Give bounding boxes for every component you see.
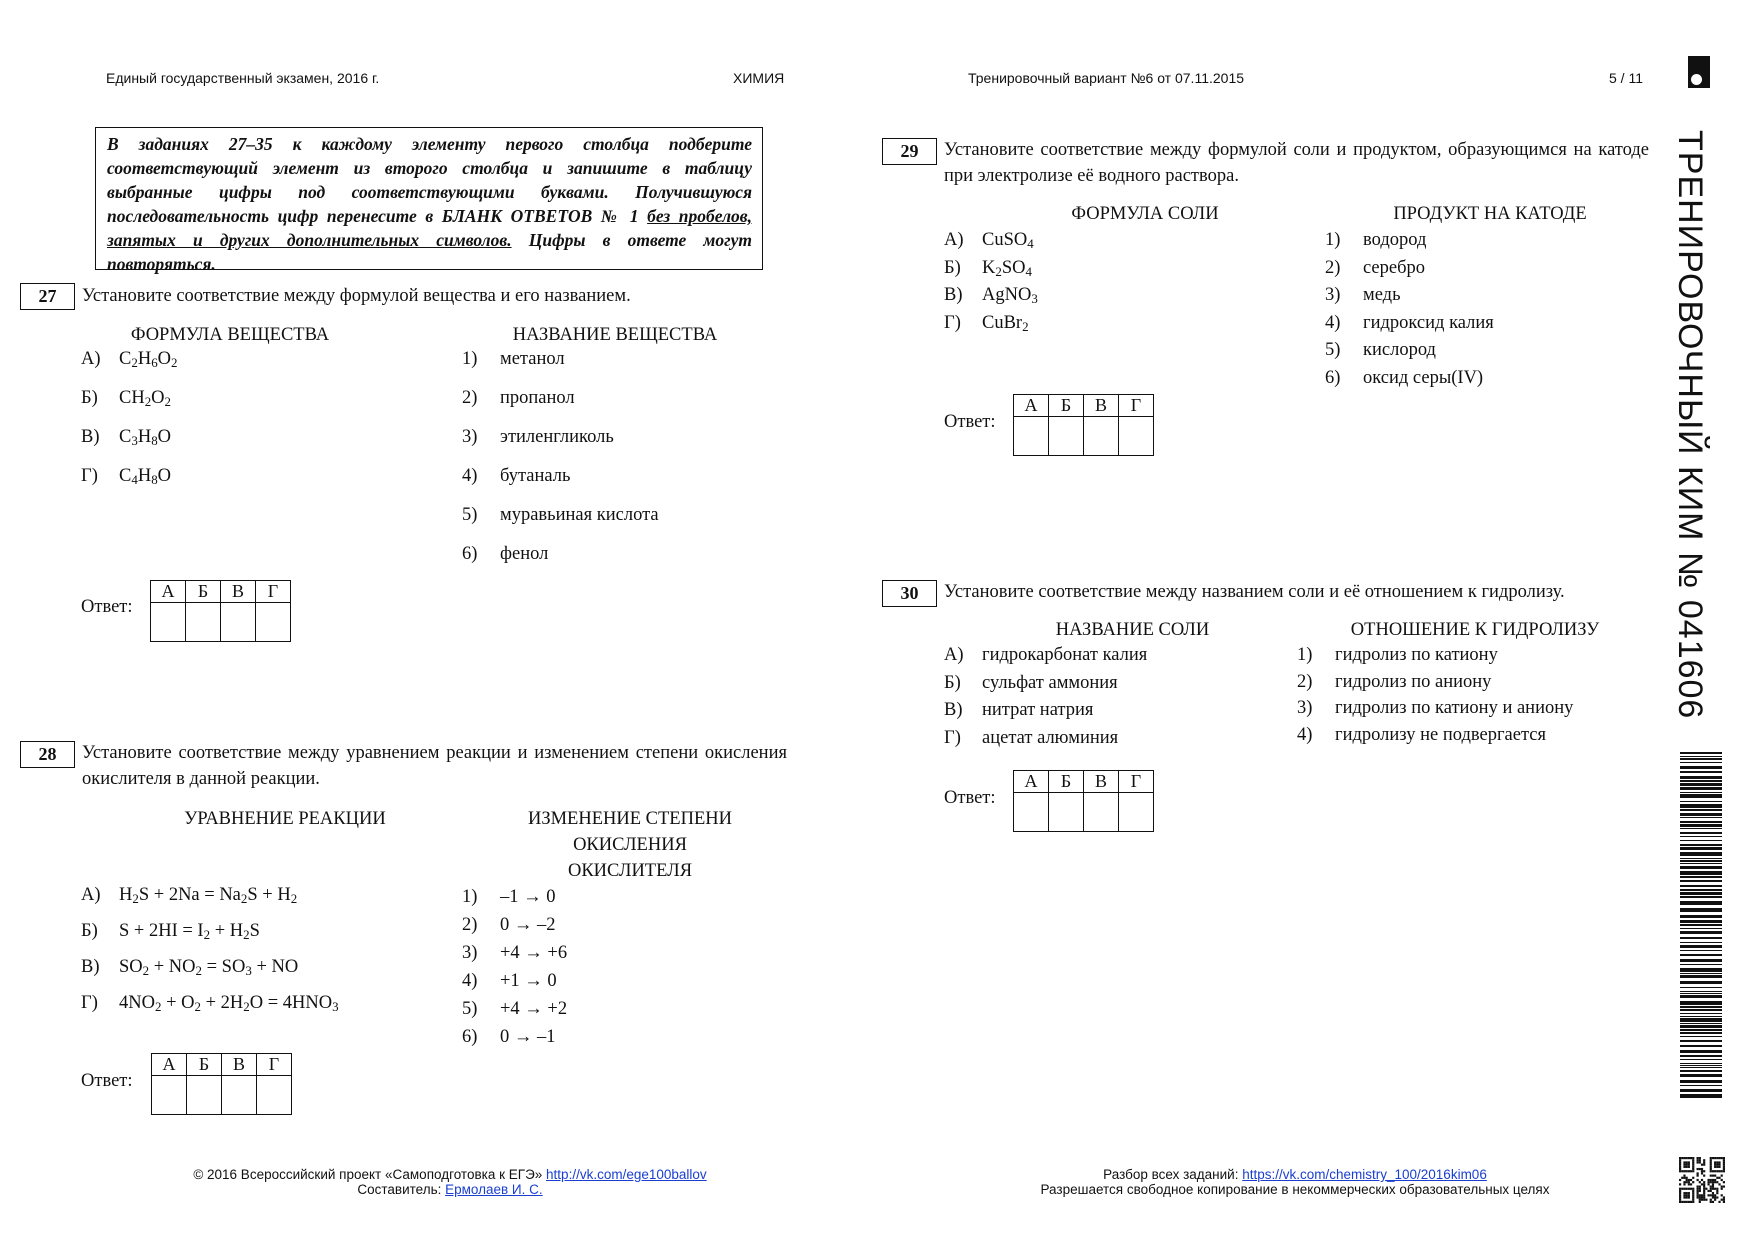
item-key: 3) xyxy=(1297,698,1313,718)
q29-right-item xyxy=(1325,285,1401,306)
side-title xyxy=(1670,130,1710,730)
formula-part: CH xyxy=(119,388,145,408)
item-text xyxy=(119,885,297,905)
formula-part: C xyxy=(119,427,132,447)
q27-left-item xyxy=(81,427,171,448)
q27-right-item xyxy=(462,349,565,370)
formula-part: + 2H xyxy=(200,993,244,1013)
item-key: В) xyxy=(944,700,963,720)
review-link[interactable]: https://vk.com/chemistry_100/2016kim06 xyxy=(1242,1167,1487,1182)
formula-subscript: 2 xyxy=(240,891,248,906)
item-text xyxy=(119,349,178,369)
q27-col-v: В xyxy=(221,581,256,603)
q28-text: Установите соответствие между уравнением реакции и изменением степени окисления окислителя в данной реакции. xyxy=(82,743,787,789)
item-text: бутаналь xyxy=(500,466,571,486)
formula-subscript: 2 xyxy=(995,263,1002,279)
item-text: медь xyxy=(1363,285,1401,305)
formula-subscript: 2 xyxy=(171,355,178,370)
item-key: 4) xyxy=(462,466,478,486)
item-text: гидролиз по аниону xyxy=(1335,671,1492,692)
item-key: А) xyxy=(944,645,964,665)
formula-part: + NO xyxy=(251,957,299,977)
q27-col-b: Б xyxy=(186,581,221,603)
q30-col-v: В xyxy=(1084,771,1119,793)
q28-answer-cell[interactable] xyxy=(222,1076,257,1115)
q30-left-item xyxy=(944,673,1118,694)
item-key: Г) xyxy=(944,312,961,333)
q30-col-g: Г xyxy=(1119,771,1154,793)
item-key: 2) xyxy=(462,388,478,408)
q29-answer-cell[interactable] xyxy=(1119,417,1154,456)
q29-col-a: А xyxy=(1014,395,1049,417)
q30-answer-cell[interactable] xyxy=(1014,793,1049,832)
formula-subscript: 2 xyxy=(195,963,202,978)
formula-subscript: 2 xyxy=(144,394,152,409)
q28-right-item xyxy=(462,887,556,908)
q28-answer-label: Ответ: xyxy=(81,1071,133,1091)
item-text xyxy=(119,957,298,977)
formula-part: K xyxy=(982,257,996,278)
formula-part: AgNO xyxy=(982,285,1032,305)
item-key: В) xyxy=(81,957,100,977)
q29-answer-table xyxy=(1013,394,1154,456)
formula-part: 4NO xyxy=(119,993,155,1013)
footer-right xyxy=(1010,1167,1580,1197)
formula-subscript: 2 xyxy=(290,891,298,906)
formula-part: S + H xyxy=(247,885,291,905)
q27-text: Установите соответствие между формулой вещества и его названием. xyxy=(82,286,631,306)
item-text: пропанол xyxy=(500,388,575,408)
q27-answer-cell[interactable] xyxy=(256,603,291,642)
q29-answer-cell[interactable] xyxy=(1049,417,1084,456)
q30-col-a: А xyxy=(1014,771,1049,793)
q29-left-item xyxy=(944,258,1032,279)
formula-part: + O xyxy=(161,993,195,1013)
q28-answer-table xyxy=(151,1053,292,1115)
item-text: водород xyxy=(1363,230,1427,250)
q30-right-head: ОТНОШЕНИЕ К ГИДРОЛИЗУ xyxy=(1350,620,1600,640)
q30-right-item xyxy=(1297,698,1573,719)
formula-subscript: 3 xyxy=(131,433,138,448)
item-text: +1 → 0 xyxy=(500,971,557,991)
q27-answer-label: Ответ: xyxy=(81,597,133,617)
formula-subscript: 2 xyxy=(243,927,250,942)
q29-right-item xyxy=(1325,313,1494,334)
variant-label: Тренировочный вариант №6 от 07.11.2015 xyxy=(968,70,1245,86)
item-text: +4 → +6 xyxy=(500,943,568,963)
item-text xyxy=(119,388,171,408)
item-key: Б) xyxy=(81,388,98,408)
item-key: 4) xyxy=(1297,724,1313,745)
q30-answer-cell[interactable] xyxy=(1049,793,1084,832)
q29-right-head: ПРОДУКТ НА КАТОДЕ xyxy=(1393,204,1587,224)
formula-subscript: 2 xyxy=(154,999,162,1014)
formula-subscript: 2 xyxy=(132,891,139,906)
exam-title: Единый государственный экзамен, 2016 г. xyxy=(106,70,380,86)
item-text: 0 → –2 xyxy=(500,915,556,935)
q30-left-item xyxy=(944,645,1147,666)
item-text: метанол xyxy=(500,349,565,369)
review-label: Разбор всех заданий: xyxy=(1103,1167,1243,1182)
formula-subscript: 8 xyxy=(151,433,158,448)
q28-right-item xyxy=(462,1027,556,1048)
q30-right-item xyxy=(1297,672,1491,693)
formula-subscript: 3 xyxy=(245,963,252,978)
q29-answer-cell[interactable] xyxy=(1084,417,1119,456)
footer-left xyxy=(150,1167,750,1197)
q27-left-item xyxy=(81,349,178,370)
item-key: 3) xyxy=(462,427,478,447)
q27-right-item xyxy=(462,544,548,565)
q29-number: 29 xyxy=(882,138,937,165)
q27-right-item xyxy=(462,427,614,448)
subject-label: ХИМИЯ xyxy=(733,70,785,86)
q29-col-g: Г xyxy=(1119,395,1154,417)
q30-left-head: НАЗВАНИЕ СОЛИ xyxy=(1055,620,1210,640)
q30-left-item xyxy=(944,728,1118,749)
item-key: 3) xyxy=(462,943,478,963)
item-text: гидролиз по катиону xyxy=(1335,645,1498,665)
q28-left-item xyxy=(81,993,339,1014)
item-text: 0 → –1 xyxy=(500,1027,556,1047)
formula-subscript: 2 xyxy=(243,999,250,1014)
page-number: 5 / 11 xyxy=(1609,70,1643,86)
formula-part: H xyxy=(137,466,152,486)
item-key: Б) xyxy=(944,257,961,278)
item-key: 1) xyxy=(1297,645,1313,665)
q28-left-head: УРАВНЕНИЕ РЕАКЦИИ xyxy=(184,809,386,829)
q28-col-a: А xyxy=(152,1054,187,1076)
q28-right-head-line: ОКИСЛЕНИЯ xyxy=(573,835,687,855)
project-link[interactable]: http://vk.com/ege100ballov xyxy=(546,1167,707,1182)
q27-col-a: А xyxy=(151,581,186,603)
q28-right-item xyxy=(462,971,557,992)
item-text: –1 → 0 xyxy=(500,887,556,907)
item-key: А) xyxy=(944,230,964,250)
item-key: 4) xyxy=(1325,312,1341,333)
formula-part: S xyxy=(249,921,260,941)
item-key: Г) xyxy=(81,993,98,1013)
q29-left-item xyxy=(944,285,1038,306)
q30-answer-table xyxy=(1013,770,1154,832)
formula-subscript: 3 xyxy=(332,999,339,1014)
q29-right-item xyxy=(1325,230,1426,251)
item-key: В) xyxy=(81,427,100,447)
formula-part: C xyxy=(119,466,132,486)
item-key: 2) xyxy=(462,915,478,935)
item-text xyxy=(982,258,1032,278)
q28-right-head-line: ИЗМЕНЕНИЕ СТЕПЕНИ xyxy=(527,809,732,829)
formula-part: H xyxy=(137,349,152,369)
formula-part: CuSO xyxy=(982,230,1028,250)
item-text xyxy=(982,313,1029,333)
item-key: 2) xyxy=(1297,671,1313,692)
item-key: 3) xyxy=(1325,285,1341,305)
item-key: 5) xyxy=(462,505,478,525)
formula-subscript: 4 xyxy=(1027,236,1034,251)
q30-col-b: Б xyxy=(1049,771,1084,793)
item-key: 4) xyxy=(462,971,478,991)
q28-right-item xyxy=(462,943,567,964)
q30-text: Установите соответствие между названием соли и её отношением к гидролизу. xyxy=(944,582,1565,602)
item-text xyxy=(119,466,171,486)
q30-answer-label: Ответ: xyxy=(944,788,996,808)
q30-left-item xyxy=(944,700,1093,721)
q29-right-item xyxy=(1325,258,1425,279)
formula-subscript: 4 xyxy=(1025,263,1032,279)
item-key: 6) xyxy=(462,544,478,564)
q27-left-head: ФОРМУЛА ВЕЩЕСТВА xyxy=(130,325,330,345)
q28-right-head xyxy=(490,806,770,884)
item-key: 6) xyxy=(1325,367,1341,388)
instruction-tail: Цифры в ответе могут повторяться. xyxy=(107,230,752,274)
item-text: +4 → +2 xyxy=(500,999,568,1019)
item-text: сульфат аммония xyxy=(982,672,1118,693)
q27-left-item xyxy=(81,466,171,487)
formula-part: SO xyxy=(119,957,143,977)
item-key: 2) xyxy=(1325,257,1341,278)
q28-number: 28 xyxy=(20,741,75,768)
q30-number: 30 xyxy=(882,580,937,607)
q27-right-item xyxy=(462,505,659,526)
item-text: ацетат алюминия xyxy=(982,727,1119,748)
instruction-box xyxy=(95,127,763,274)
item-key: Г) xyxy=(944,727,961,748)
q29-left-head: ФОРМУЛА СОЛИ xyxy=(1071,204,1219,224)
q28-answer-cell[interactable] xyxy=(257,1076,292,1115)
q28-right-head-line: ОКИСЛИТЕЛЯ xyxy=(567,861,693,881)
item-key: А) xyxy=(81,885,101,905)
item-key: Б) xyxy=(944,672,961,693)
formula-subscript: 2 xyxy=(164,394,172,409)
formula-subscript: 2 xyxy=(131,355,138,370)
corner-mark-icon xyxy=(1688,56,1710,88)
q27-answer-table xyxy=(150,580,291,642)
q29-col-v: В xyxy=(1084,395,1119,417)
q29-text: Установите соответствие между формулой соли и продуктом, образующимся на катоде при электролизе её водного раствора. xyxy=(944,140,1649,186)
formula-subscript: 2 xyxy=(194,999,201,1014)
item-text xyxy=(982,285,1038,305)
side-title-text: ТРЕНИРОВОЧНЫЙ КИМ № 041606 xyxy=(1671,130,1709,720)
item-key: 1) xyxy=(462,349,478,369)
formula-part: + NO xyxy=(149,957,196,977)
item-text: фенол xyxy=(500,544,549,564)
item-text: серебро xyxy=(1363,257,1426,278)
formula-part: S + 2Na = Na xyxy=(138,885,241,905)
q27-right-head: НАЗВАНИЕ ВЕЩЕСТВА xyxy=(512,325,718,345)
q28-col-b: Б xyxy=(187,1054,222,1076)
formula-subscript: 2 xyxy=(142,963,150,978)
item-text xyxy=(119,993,339,1013)
formula-subscript: 8 xyxy=(151,472,158,487)
item-key: 5) xyxy=(1325,340,1341,360)
item-text: муравьиная кислота xyxy=(500,505,659,525)
author-label: Составитель: xyxy=(357,1182,446,1197)
item-text xyxy=(119,427,171,447)
formula-subscript: 2 xyxy=(1022,318,1029,334)
copyright-text: © 2016 Всероссийский проект «Самоподготовка к ЕГЭ» xyxy=(193,1167,547,1182)
item-key: А) xyxy=(81,349,101,369)
formula-part: = SO xyxy=(202,957,246,977)
formula-part: O xyxy=(157,349,172,369)
q28-left-item xyxy=(81,921,260,942)
q27-answer-cell[interactable] xyxy=(221,603,256,642)
q30-right-item xyxy=(1297,725,1546,746)
item-key: 1) xyxy=(1325,230,1341,250)
q29-answer-label: Ответ: xyxy=(944,412,996,432)
q27-number: 27 xyxy=(20,283,75,310)
barcode-icon xyxy=(1680,752,1722,1102)
qr-code-icon xyxy=(1679,1157,1725,1203)
formula-part: CuBr xyxy=(982,312,1023,333)
item-text: оксид серы(IV) xyxy=(1363,367,1484,388)
q28-left-item xyxy=(81,957,298,978)
formula-subscript: 4 xyxy=(131,472,138,487)
q28-col-v: В xyxy=(222,1054,257,1076)
formula-part: H xyxy=(119,885,133,905)
q30-answer-cell[interactable] xyxy=(1119,793,1154,832)
q29-col-b: Б xyxy=(1049,395,1084,417)
item-key: Б) xyxy=(81,921,98,941)
formula-part: + H xyxy=(210,921,244,941)
formula-part: C xyxy=(119,349,132,369)
instruction-underlined: без пробелов, запятых и других дополнительных символов. xyxy=(107,206,752,250)
item-text xyxy=(119,921,260,941)
item-text: нитрат натрия xyxy=(982,700,1094,720)
q28-left-item xyxy=(81,885,297,906)
item-text: гидролизу не подвергается xyxy=(1335,724,1546,745)
q29-left-item xyxy=(944,313,1029,334)
item-key: Г) xyxy=(81,466,98,486)
item-text: гидролиз по катиону и аниону xyxy=(1335,698,1574,718)
q29-answer-cell[interactable] xyxy=(1014,417,1049,456)
q27-right-item xyxy=(462,388,575,409)
q27-answer-cell[interactable] xyxy=(151,603,186,642)
q28-col-g: Г xyxy=(257,1054,292,1076)
q27-col-g: Г xyxy=(256,581,291,603)
item-key: 5) xyxy=(462,999,478,1019)
q30-answer-cell[interactable] xyxy=(1084,793,1119,832)
q27-left-item xyxy=(81,388,171,409)
item-text: гидрокарбонат калия xyxy=(982,645,1148,665)
q28-right-item xyxy=(462,999,567,1020)
formula-subscript: 3 xyxy=(1031,291,1038,306)
q28-right-item xyxy=(462,915,556,936)
formula-part: H xyxy=(137,427,152,447)
item-text xyxy=(982,230,1034,250)
item-text: гидроксид калия xyxy=(1363,312,1494,333)
formula-part: SO xyxy=(1001,257,1026,278)
formula-part: O xyxy=(157,427,172,447)
formula-part: O xyxy=(151,388,165,408)
q30-right-item xyxy=(1297,645,1498,666)
formula-part: O = 4HNO xyxy=(249,993,333,1013)
q27-answer-cell[interactable] xyxy=(186,603,221,642)
item-text: кислород xyxy=(1363,340,1436,360)
license-text: Разрешается свободное копирование в некоммерческих образовательных целях xyxy=(1040,1182,1550,1197)
q27-right-item xyxy=(462,466,570,487)
author-link[interactable]: Ермолаев И. С. xyxy=(445,1182,543,1197)
q29-right-item xyxy=(1325,368,1483,389)
item-key: 1) xyxy=(462,887,478,907)
q29-left-item xyxy=(944,230,1034,251)
q28-answer-cell[interactable] xyxy=(152,1076,187,1115)
formula-part: S + 2HI = I xyxy=(119,921,204,941)
item-text: этиленгликоль xyxy=(500,427,614,447)
q29-right-item xyxy=(1325,340,1436,361)
item-key: В) xyxy=(944,285,963,305)
formula-subscript: 6 xyxy=(151,355,158,370)
formula-part: O xyxy=(157,466,172,486)
q28-answer-cell[interactable] xyxy=(187,1076,222,1115)
formula-subscript: 2 xyxy=(203,927,211,942)
instruction-text: В заданиях 27–35 к каждому элементу первого столбца подберите соответствующий элемент из второго столбца и запишите в таблицу выбранные цифры под соответствующими буквами. Получившуюся последовательность цифр перенесите в БЛАНК ОТВЕТОВ № 1 xyxy=(107,134,752,226)
item-key: 6) xyxy=(462,1027,478,1047)
